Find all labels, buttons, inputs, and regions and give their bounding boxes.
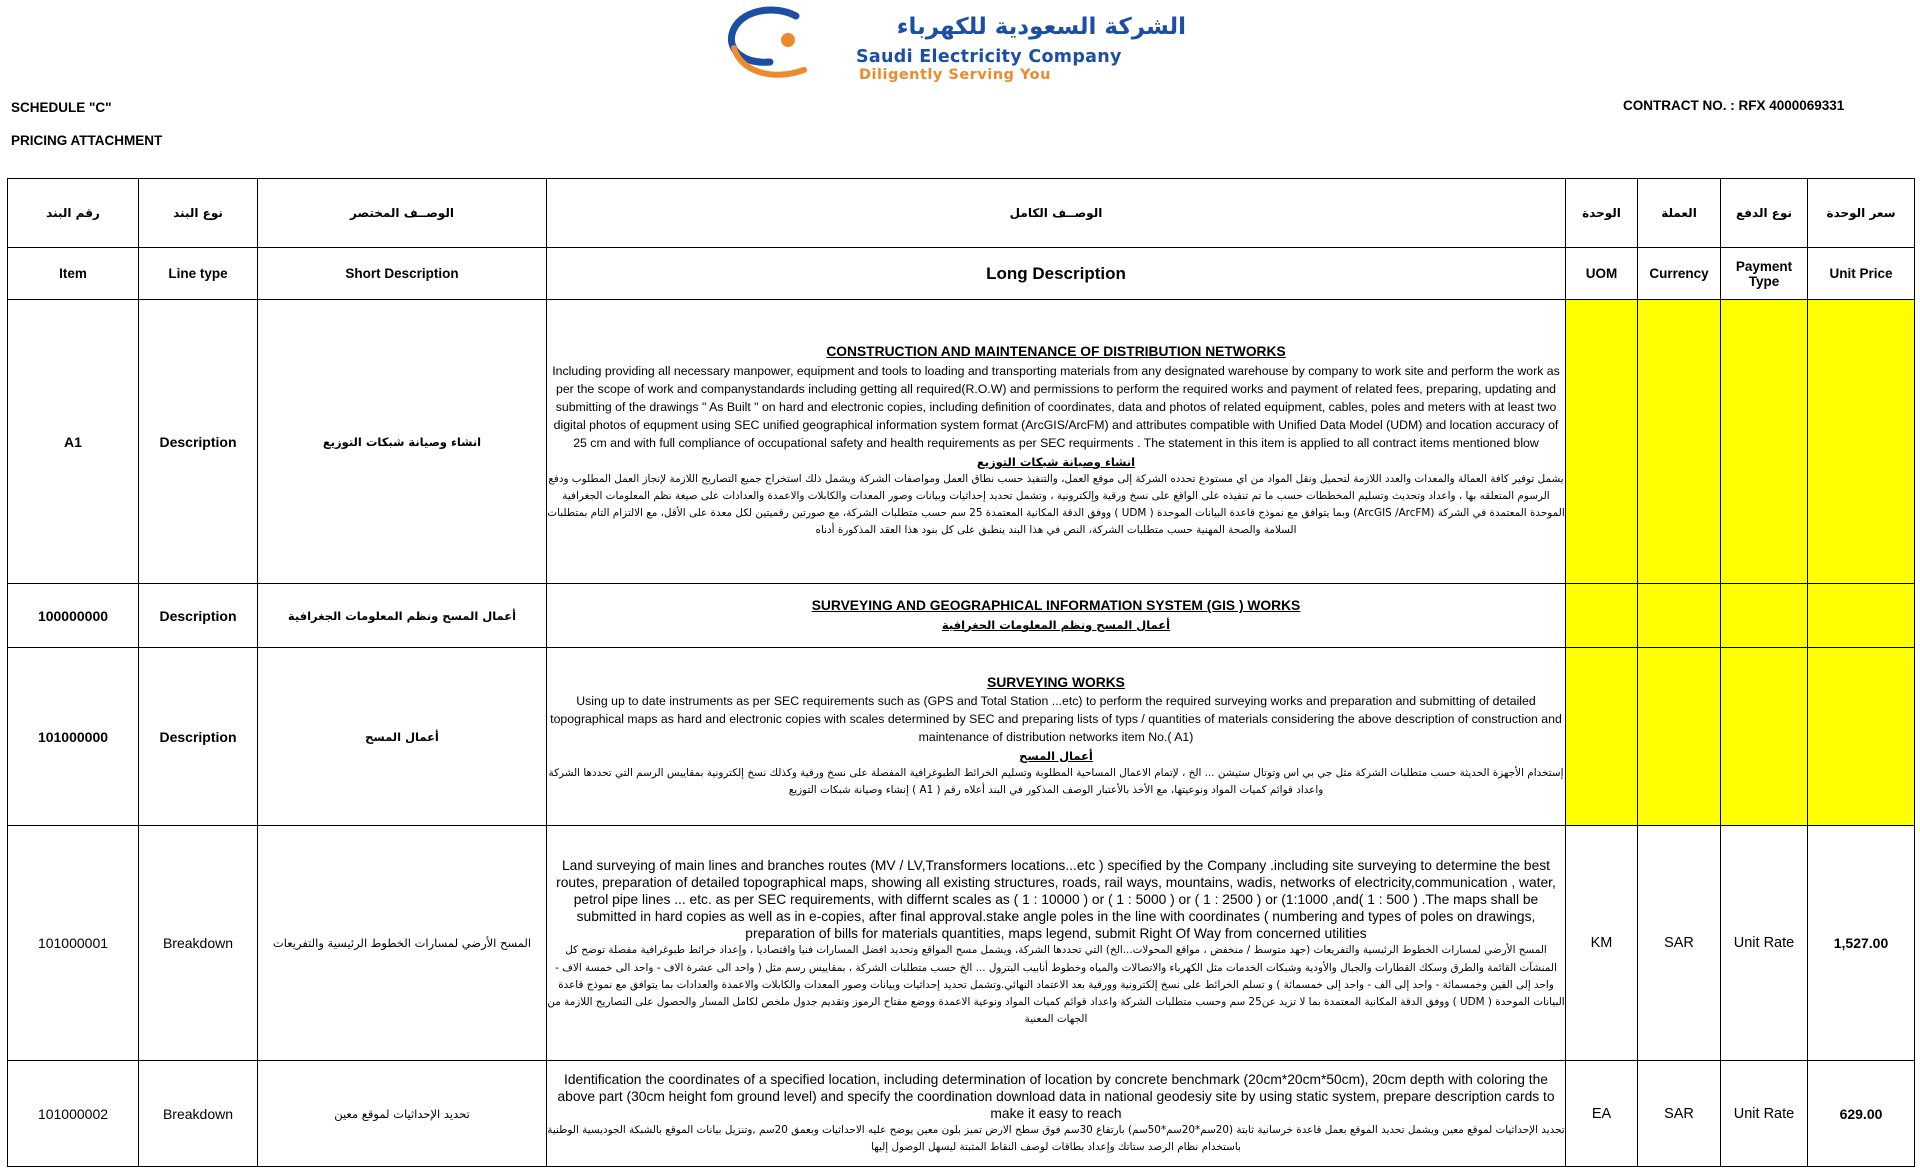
long-desc-cell: [547, 826, 1566, 1061]
line-type-cell: Breakdown: [139, 1061, 258, 1167]
item-cell: 101000000: [8, 648, 139, 826]
long-desc-english: Identification the coordinates of a specified location, including determination of location by concrete benchmark (20cm*20cm*50cm), 20cm depth with coloring the above part (30cm height fom ground level) and specify the coordination download data in national geodesiy site by using static system, prepare description cards to make it easy to reach: [557, 1071, 1555, 1121]
payment-type-cell: [1721, 584, 1808, 648]
long-desc-title: CONSTRUCTION AND MAINTENANCE OF DISTRIBUTION NETWORKS: [826, 344, 1286, 360]
payment-type-cell: Unit Rate: [1721, 826, 1808, 1061]
contract-number: CONTRACT NO. : RFX 4000069331: [1623, 98, 1845, 113]
long-desc-cell: [547, 648, 1566, 826]
line-type-cell: Description: [139, 648, 258, 826]
col-header-item: Item: [8, 248, 139, 300]
col-header-ar-payment: نوع الدفع: [1721, 179, 1808, 248]
payment-type-cell: [1721, 648, 1808, 826]
table-row: [8, 300, 1915, 584]
long-desc-cell: [547, 584, 1566, 648]
short-desc-cell: أعمال المسح: [258, 648, 547, 826]
short-desc-cell: انشاء وصيانة شبكات التوزيع: [258, 300, 547, 584]
header-row-arabic: [8, 179, 1915, 248]
currency-cell: SAR: [1638, 1061, 1721, 1167]
short-desc-cell: المسح الأرضي لمسارات الخطوط الرئيسية والتفريعات: [258, 826, 547, 1061]
col-header-ar-line-type: نوع البند: [139, 179, 258, 248]
pricing-table: [7, 178, 1915, 1167]
short-desc-cell: أعمال المسح ونظم المعلومات الجغرافية: [258, 584, 547, 648]
long-desc-cell: [547, 1061, 1566, 1167]
currency-cell: [1638, 648, 1721, 826]
col-header-currency: Currency: [1638, 248, 1721, 300]
col-header-ar-long-desc: الوصــف الكامل: [547, 179, 1566, 248]
col-header-short-desc: Short Description: [258, 248, 547, 300]
uom-cell: EA: [1566, 1061, 1638, 1167]
col-header-ar-currency: العملة: [1638, 179, 1721, 248]
table-row: [8, 826, 1915, 1061]
payment-type-cell: [1721, 300, 1808, 584]
line-type-cell: Description: [139, 584, 258, 648]
col-header-ar-short-desc: الوصــف المختصر: [258, 179, 547, 248]
uom-cell: [1566, 648, 1638, 826]
col-header-ar-uom: الوحدة: [1566, 179, 1638, 248]
uom-cell: KM: [1566, 826, 1638, 1061]
uom-cell: [1566, 300, 1638, 584]
long-desc-arabic: يشمل توفير كافة العمالة والمعدات والعدد اللازمة لتحميل ونقل المواد من اي مستودع تحدده الشركة إلى موقع العمل، والتنفيذ حسب نطاق العمل ومواصفات الشركة ويشمل ذلك استخراج جميع التصاريح اللازمة لإنجاز العمل المطلوب ودفع الرسوم المتعلقه بها ، واعداد وتحديث وتسليم المخططات حسب ما تم تنفيذه على الواقع على نسخ ورقية وإلكترونية ، وتشمل تحديد إحداثيات وبيانات وصور المعدات والكابلات والاعمدة والعدادات على صيغة نظم المعلومات الجغرافية الموحدة المعتمدة في الشركة (ArcGIS /ArcFM) وبما يتوافق مع نموذج قاعدة البيانات الموحدة ( UDM ) ووفق الدقة المكانية المعتمدة 25 سم حسب متطلبات الشركة، مع صورتين رقميتين لكل معدة على الأقل، مع الالتزام التام بمتطلبات السلامة والصحة المهنية حسب متطلبات الشركة، النص في هذا البند ينطبق على كل بنود هذا العقد المذكورة أدناه: [547, 472, 1565, 537]
col-header-ar-unit-price: سعر الوحدة: [1808, 179, 1915, 248]
unit-price-cell: [1808, 648, 1915, 826]
table-row: [8, 584, 1915, 648]
col-header-long-desc: Long Description: [547, 248, 1566, 300]
item-cell: 101000002: [8, 1061, 139, 1167]
company-name-arabic: الشركة السعودية للكهرباء: [896, 14, 1186, 40]
long-desc-title-arabic: أعمال المسح: [1019, 748, 1093, 763]
short-desc-cell: تحديد الإحداثيات لموقع معين: [258, 1061, 547, 1167]
schedule-label: SCHEDULE "C": [11, 100, 112, 115]
unit-price-cell: [1808, 584, 1915, 648]
long-desc-title: SURVEYING WORKS: [987, 674, 1125, 690]
long-desc-arabic: إستخدام الأجهزة الحديثة حسب متطلبات الشركة مثل جي بي اس وتوتال ستيشن ... الخ ، لإتمام الاعمال المساحية المطلوبة وتسليم الخرائط الطبوغرافية المفصلة على نسخ ورقية وكذلك نسخ إلكترونية بمقاييس الرسم التي تحددها الشركة واعداد قوائم كميات المواد ونوعيتها، مع الأخذ بالأعتبار الوصف المذكور في البند أعلاه رقم ( A1 ) إنشاء وصيانة شبكات التوزيع: [548, 766, 1564, 796]
long-desc-title-arabic: انشاء وصيانة شبكات التوزيع: [976, 454, 1136, 469]
item-cell: A1: [8, 300, 139, 584]
sec-swirl-logo-icon: [726, 4, 818, 82]
long-desc-english: Including providing all necessary manpower, equipment and tools to loading and transporting materials from any designated warehouse by company to work site and perform the work as per the scope of work and companystandards including getting all required(R.O.W) and permissions to perform the required works and payment of related fees, preparing, updating and submitting of the drawings " As Built " on hard and electronic copies, including definition of coordinates, data and photos of related equipment, cables, poles and meters with at least two digital photos of equpment using SEC unified geographical information system format (ArcGIS/ArcFM) and attributes compatible with Unified Data Model (UDM) and location accuracy of 25 cm and with full compliance of occupational safety and health requirements as per SEC requirments . The statement in this item is applied to all contract items mentioned blow: [552, 363, 1560, 451]
long-desc-cell: [547, 300, 1566, 584]
currency-cell: [1638, 300, 1721, 584]
unit-price-cell: 629.00: [1808, 1061, 1915, 1167]
col-header-uom: UOM: [1566, 248, 1638, 300]
currency-cell: [1638, 584, 1721, 648]
company-logo: [726, 4, 1186, 82]
payment-type-cell: Unit Rate: [1721, 1061, 1808, 1167]
table-row: [8, 1061, 1915, 1167]
line-type-cell: Breakdown: [139, 826, 258, 1061]
col-header-unit-price: Unit Price: [1808, 248, 1915, 300]
unit-price-cell: 1,527.00: [1808, 826, 1915, 1061]
item-cell: 100000000: [8, 584, 139, 648]
long-desc-arabic: تحديد الإحداثيات لموقع معين ويشمل تحديد الموقع بعمل قاعدة خرسانية ثابتة (20سم*20سم*50سم) بارتفاع 30سم فوق سطح الارض تميز بلون معين يوضح عليه الاحداثيات وبعمق 20سم ,وتنزيل بيانات الموقع بالشبكة الجوديسية الوطنية باستخدام نظام الرصد ستاتك وإعداد بطاقات لوصف النقاط المثبتة ليسهل الوصول إليها: [547, 1123, 1565, 1153]
long-desc-english: Using up to date instruments as per SEC requirements such as (GPS and Total Station ...etc) to perform the required surveying works and preparation and submitting of detailed topographical maps as hard and electronic copies with scales determined by SEC and preparing lists of typs / quantities of materials considering the above description of construction and maintenance of distribution networks item No.( A1): [550, 693, 1562, 745]
long-desc-english: Land surveying of main lines and branches routes (MV / LV,Transformers locations...etc ) specified by the Company .including site surveying to determine the best routes, preparation of detailed topographical maps, showing all existing structures, roads, rail ways, mountains, wadis, networks of electricity,communication , water, petrol pipe lines ... etc. as per SEC requirements, with differnt scales as ( 1 : 10000 ) or ( 1 : 5000 ) or ( 1 : 2500 ) or (1:1000 ,and( 1 : 500 ) .The maps shall be submitted in hard copies as well as in e-copies, after final approval.stake angle poles in the line with coordinates ( numbering and types of poles on drawings, preparation of bills for materials quantities, maps legend, submit Right Of Way from concerned utilities: [556, 858, 1556, 942]
item-cell: 101000001: [8, 826, 139, 1061]
company-tagline: Diligently Serving You: [859, 67, 1051, 83]
long-desc-arabic: المسح الأرضي لمسارات الخطوط الرئيسية والتفريعات (جهد متوسط / منخفض ، مواقع المحولات...الخ) التي تحددها الشركة، ويشمل مسح المواقع وتحديد افضل المسارات فنيا واقتصاديا ، وإعداد خرائط طبوغرافية مفصلة توضح كل المنشآت القائمة والطرق وسكك القطارات والجبال والأودية وشبكات الخدمات مثل الكهرباء والاتصالات والمياه وخطوط أنابيب البترول ... الخ حسب متطلبات الشركة ، بمقاييس رسم مثل ( واحد الى عشرة الاف - واحد الى خمسة الاف - واحد إلى الفين وخمسمائة - واحد إلى الف - واحد إلى خمسمائة ) و تسلم الخرائط على نسخ إلكترونية وورقية بعد الاعتماد النهائي.وتشمل تحديد إحداثيات وبيانات وصور المعدات والكابلات والاعمدة والعدادات بما يتوافق مع نموذج قاعدة البيانات الموحدة ( UDM ) ووفق الدقة المكانية المعتمدة بما لا تزيد عن25 سم وحسب متطلبات الشركة واعداد قوائم كميات المواد ونوعية الاعمدة ووضع مفتاح الرموز وتقديم جدول ملخص لكامل المسار والحصول على التصاريح اللازمة من الجهات المعنية: [547, 944, 1565, 1026]
company-name-english: Saudi Electricity Company: [856, 47, 1122, 67]
uom-cell: [1566, 584, 1638, 648]
long-desc-title-arabic: أعمال المسح ونظم المعلومات الجغرافية: [941, 617, 1171, 632]
col-header-line-type: Line type: [139, 248, 258, 300]
table-row: [8, 648, 1915, 826]
long-desc-title: SURVEYING AND GEOGRAPHICAL INFORMATION SYSTEM (GIS ) WORKS: [811, 598, 1301, 614]
line-type-cell: Description: [139, 300, 258, 584]
pricing-attachment-label: PRICING ATTACHMENT: [11, 133, 163, 148]
currency-cell: SAR: [1638, 826, 1721, 1061]
unit-price-cell: [1808, 300, 1915, 584]
col-header-ar-item: رقم البند: [8, 179, 139, 248]
header-row-english: [8, 248, 1915, 300]
col-header-payment-type: Payment Type: [1721, 248, 1808, 300]
